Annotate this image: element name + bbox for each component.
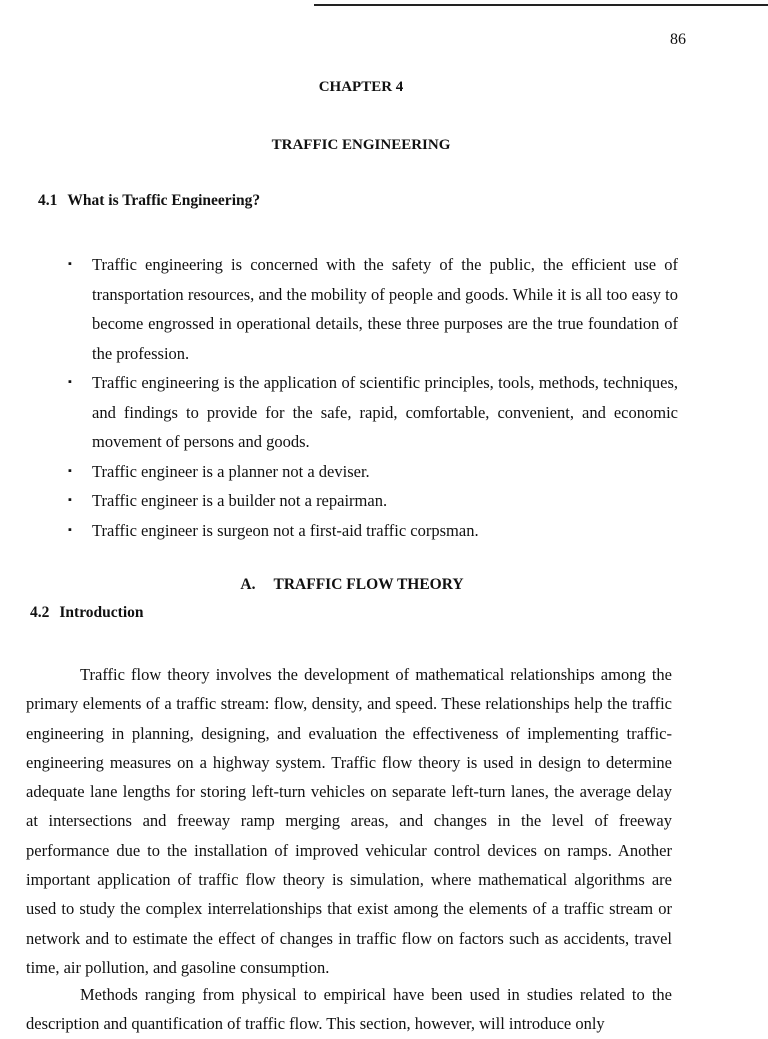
bullet-icon: ▪ xyxy=(68,523,72,536)
section-number: 4.2 xyxy=(30,604,50,621)
bullet-list xyxy=(66,250,678,545)
bullet-item xyxy=(66,250,678,368)
bullet-item xyxy=(66,516,678,546)
bullet-item xyxy=(66,368,678,457)
body-paragraph: Traffic flow theory involves the development of mathematical relationships among the primary elements of a traffic stream: flow, density, and speed. These relationships help the traffic engineering in planning, designing, and evaluation the effectiveness of implementing traffic-engineering measures on a highway system. Traffic flow theory is used in design to determine adequate lane lengths for storing left-turn vehicles on separate left-turn lanes, the average delay at intersections and freeway ramp merging areas, and changes in the level of freeway performance due to the installation of improved vehicular control devices on ramps. Another important application of traffic flow theory is simulation, where mathematical algorithms are used to study the complex interrelationships that exist among the elements of a traffic stream or network and to estimate the effect of changes in traffic flow on factors such as accidents, travel time, air pollution, and gasoline consumption. xyxy=(26,665,672,977)
section-heading-4-2 xyxy=(30,604,144,622)
page-number: 86 xyxy=(670,31,686,48)
bullet-text: Traffic engineer is surgeon not a first-aid traffic corpsman. xyxy=(92,520,479,540)
section-title: What is Traffic Engineering? xyxy=(67,192,261,209)
subsection-letter: A. xyxy=(240,576,256,593)
section-number: 4.1 xyxy=(38,192,58,209)
bullet-text: Traffic engineering is concerned with the safety of the public, the efficient use of transportation resources, and the mobility of people and goods. While it is all too easy to become engrossed in operational details, these three purposes are the true foundation of the profession. xyxy=(92,255,678,363)
bullet-text: Traffic engineer is a planner not a deviser. xyxy=(92,461,370,481)
bullet-icon: ▪ xyxy=(68,494,72,506)
chapter-label: CHAPTER 4 xyxy=(318,79,404,95)
bullet-icon: ▪ xyxy=(68,376,72,388)
body-paragraph: Methods ranging from physical to empirical have been used in studies related to the description and quantification of traffic flow. This section, however, will introduce only xyxy=(26,985,672,1034)
subsection-title: TRAFFIC FLOW THEORY xyxy=(273,576,464,593)
bullet-icon: ▪ xyxy=(68,258,72,270)
chapter-title: TRAFFIC ENGINEERING xyxy=(271,137,451,153)
bullet-item xyxy=(66,486,678,516)
subsection-heading-a xyxy=(0,576,704,594)
bullet-text: Traffic engineer is a builder not a repairman. xyxy=(92,491,388,510)
bullet-icon: ▪ xyxy=(68,464,72,477)
bullet-text: Traffic engineering is the application of scientific principles, tools, methods, techniques, and findings to provide for the safe, rapid, comfortable, convenient, and economic movement of persons and goods. xyxy=(92,373,678,451)
top-rule xyxy=(314,4,768,6)
section-title: Introduction xyxy=(59,604,144,621)
bullet-item xyxy=(66,457,678,487)
section-heading-4-1 xyxy=(38,192,260,210)
